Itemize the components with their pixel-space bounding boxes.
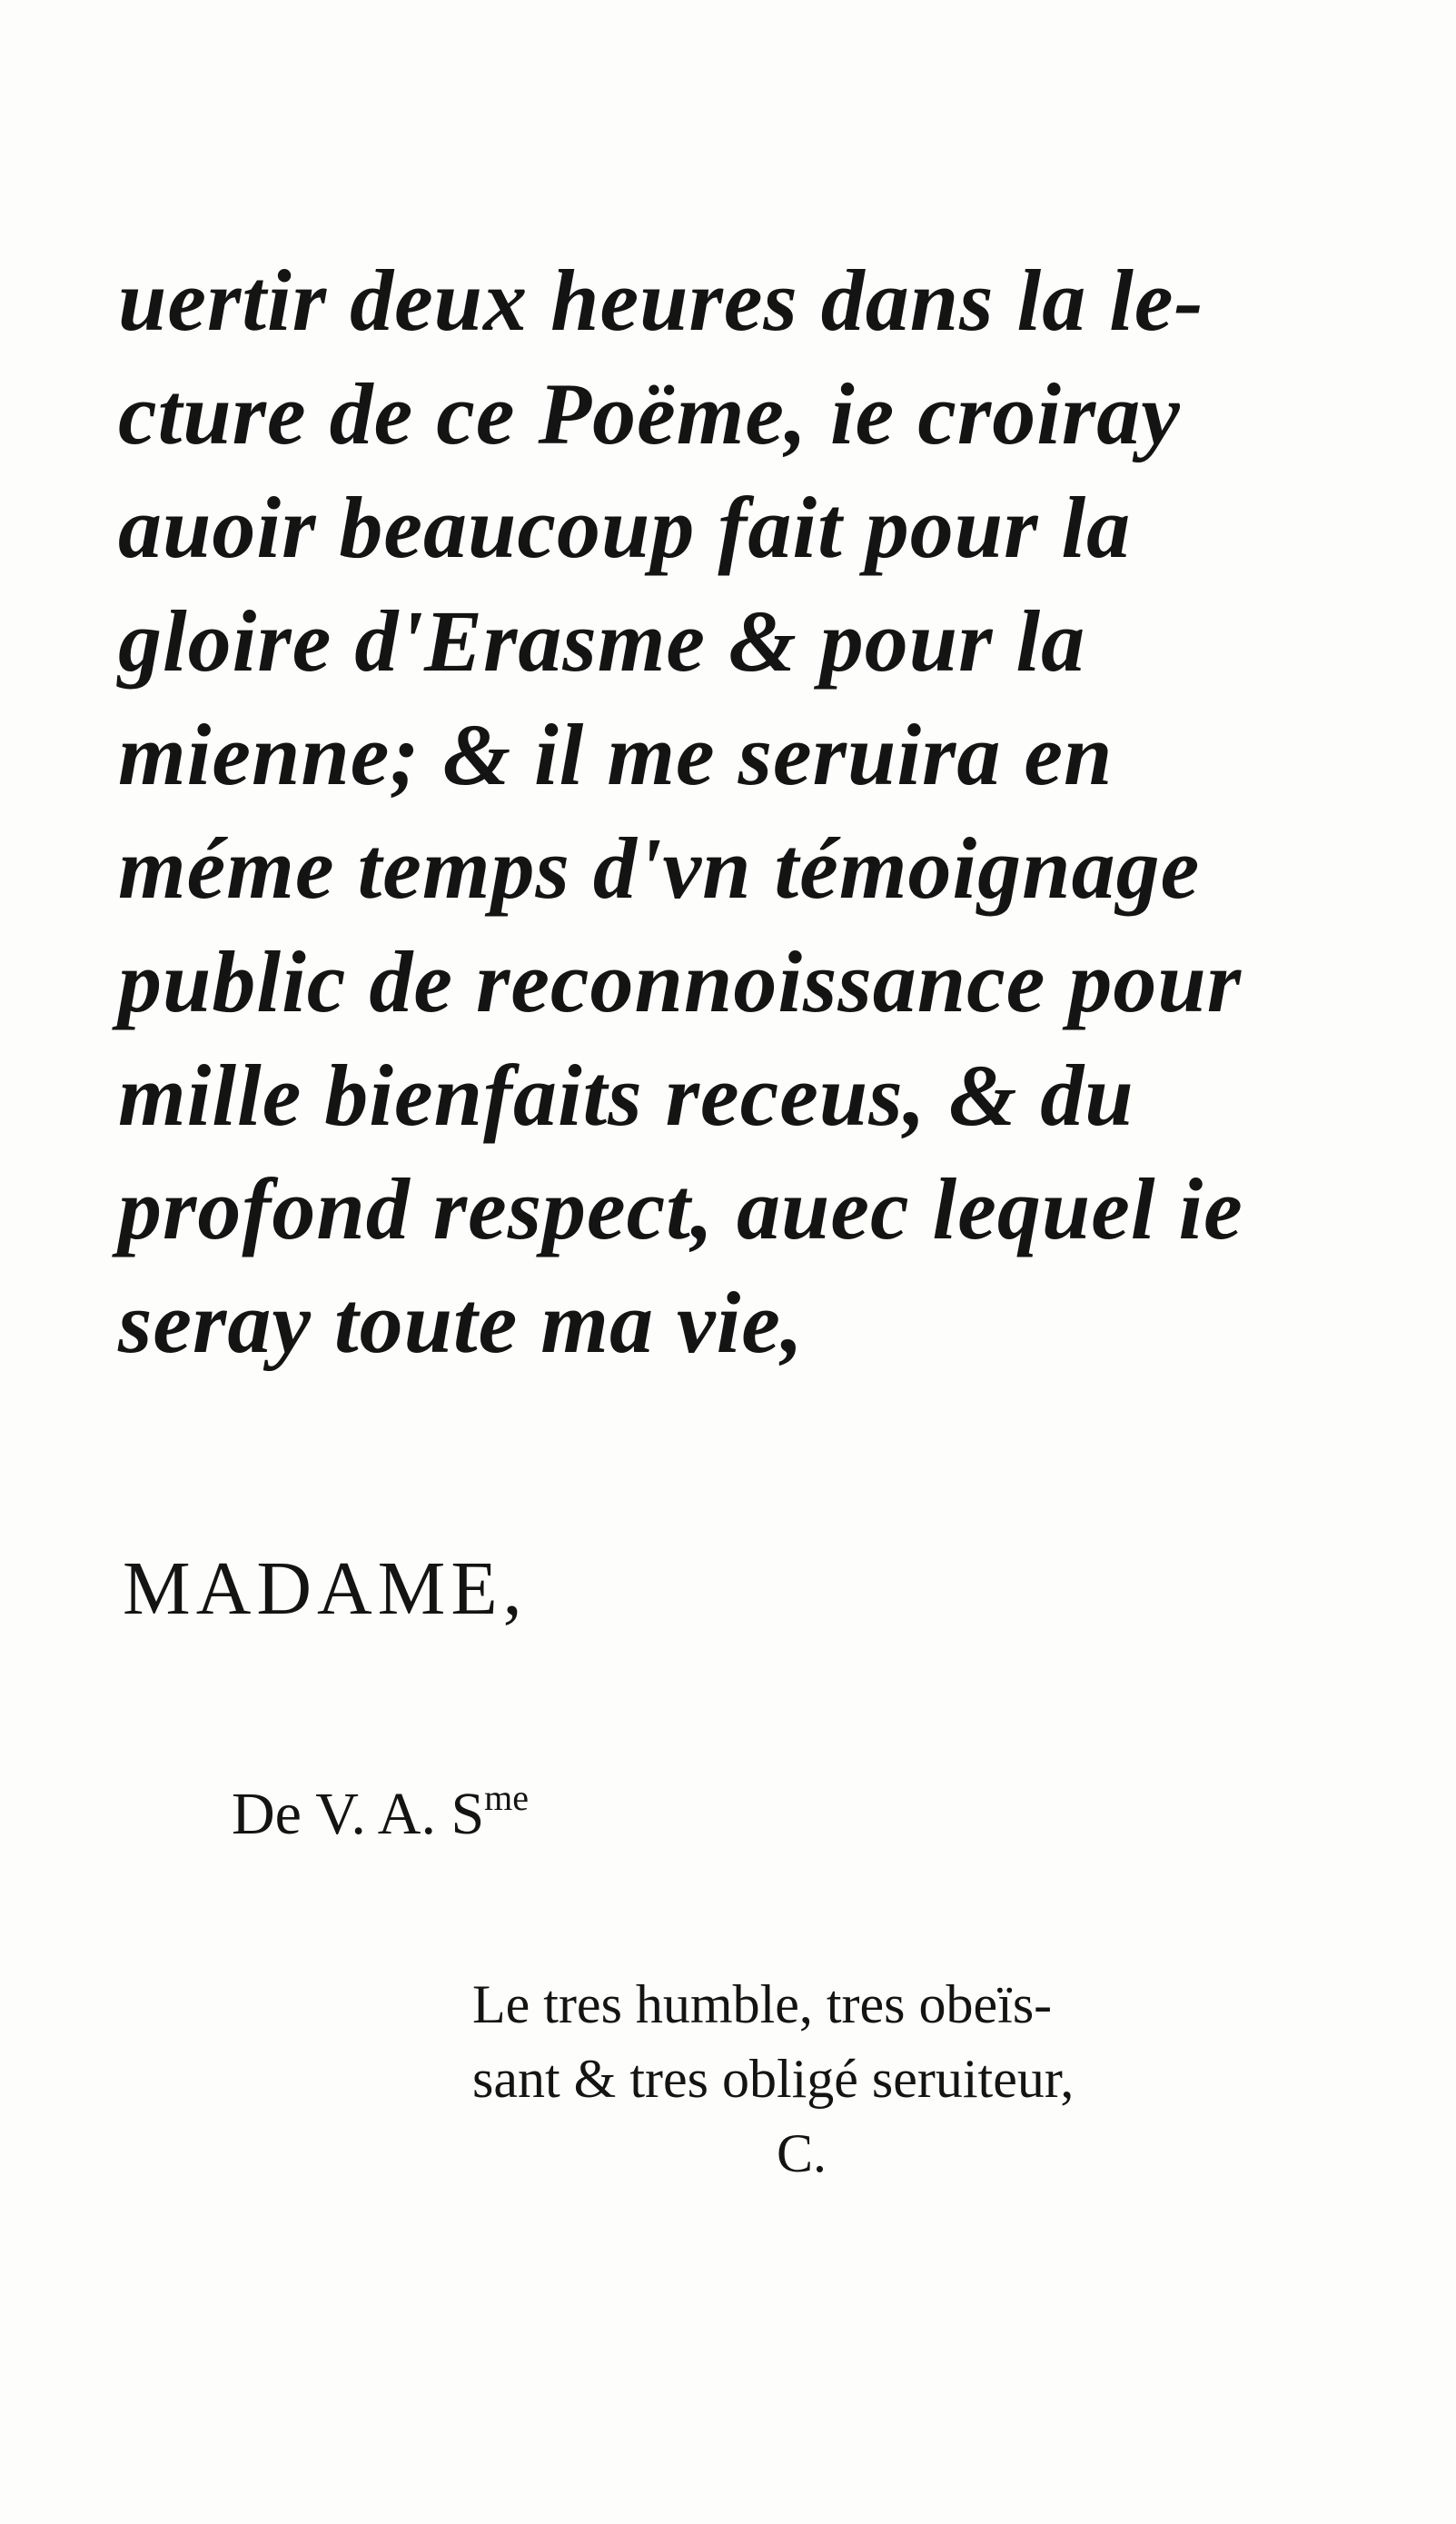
from-superscript: me	[484, 1777, 530, 1818]
dedication-body	[118, 243, 1272, 1379]
salutation: MADAME,	[123, 1546, 528, 1631]
signature-line: Le tres humble, tres obeïs-	[472, 1974, 1053, 2034]
body-line: auoir beaucoup fait pour la	[118, 479, 1132, 576]
body-line: méme temps d'vn témoignage	[118, 820, 1201, 917]
from-text: De V. A. S	[232, 1781, 485, 1847]
signature-line: sant & tres obligé seruiteur,	[472, 2049, 1075, 2109]
body-line: uertir deux heures dans la le-	[118, 252, 1204, 349]
from-line	[232, 1776, 529, 1849]
body-line: mille bienfaits receus, & du	[118, 1047, 1134, 1144]
body-line: mienne; & il me seruira en	[118, 706, 1114, 803]
signature-block	[472, 1967, 1272, 2191]
body-line: seray toute ma vie,	[118, 1274, 804, 1371]
body-line: gloire d'Erasme & pour la	[118, 592, 1086, 690]
signature-initial: C.	[777, 2123, 827, 2183]
body-line: profond respect, auec lequel ie	[118, 1160, 1243, 1257]
body-line: cture de ce Poëme, ie croiray	[118, 365, 1181, 462]
body-line: public de reconnoissance pour	[118, 933, 1243, 1030]
